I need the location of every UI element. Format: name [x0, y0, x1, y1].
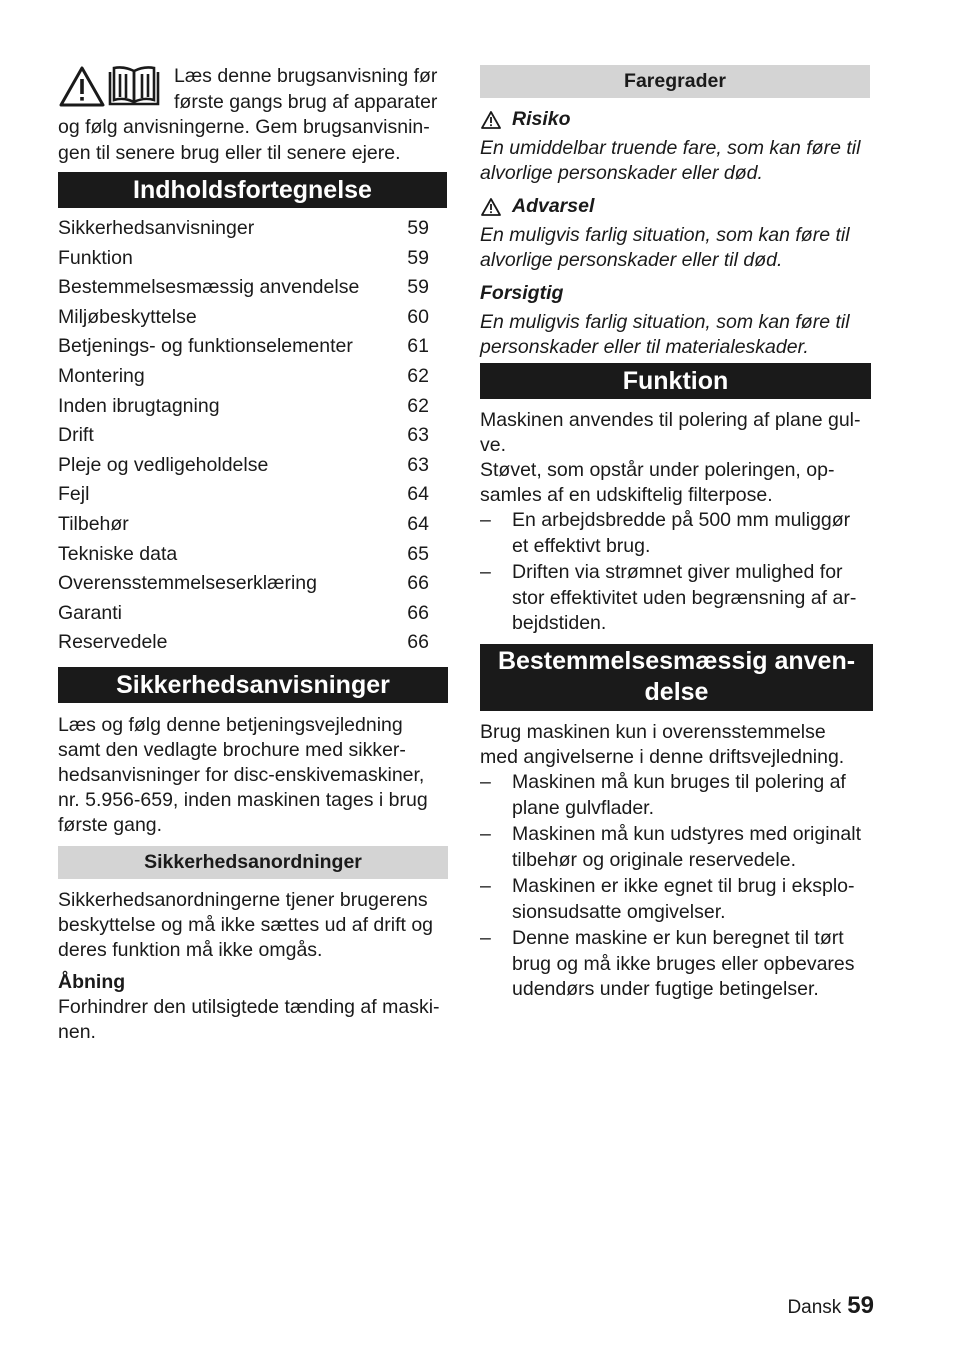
safety-section — [58, 667, 448, 1045]
usage-bullet: – Maskinen må kun udstyres med originalt tilbehør og originale reservedele. — [480, 823, 861, 871]
intro-line-1: Læs denne brugsanvisning før — [174, 65, 438, 87]
usage-text-line: Brug maskinen kun i overensstemmelse — [480, 721, 826, 743]
warning-text-line: En muligvis farlig situation, som kan føre til — [480, 224, 850, 246]
risk-text-line: En umiddelbar truende fare, som kan føre til — [480, 137, 861, 159]
toc-item[interactable]: Miljøbeskyttelse 60 — [58, 305, 429, 328]
risk-heading — [480, 107, 870, 132]
function-text-line: Maskinen anvendes til polering af plane gul- — [480, 409, 861, 431]
caution-text-line: personskader eller til materialeskader. — [480, 336, 809, 358]
page-number: 59 — [847, 1292, 874, 1319]
opening-text-line: nen. — [58, 1021, 96, 1043]
function-text-line: Støvet, som opstår under poleringen, op- — [480, 459, 835, 481]
toc-section — [58, 172, 447, 658]
warning-heading — [480, 194, 870, 219]
warning-triangle-icon — [480, 197, 502, 217]
function-bullet: – En arbejdsbredde på 500 mm muliggør et effektivt brug. — [480, 509, 851, 557]
safety-text-line: samt den vedlagte brochure med sikker- — [58, 739, 406, 761]
devices-text-line: Sikkerhedsanordningerne tjener brugerens — [58, 889, 428, 911]
intro-icons — [58, 64, 172, 114]
toc-item[interactable]: Reservedele 66 — [58, 631, 429, 654]
danger-levels-heading: Faregrader — [480, 65, 870, 98]
toc-item[interactable]: Garanti 66 — [58, 601, 429, 624]
safety-text-line: nr. 5.956-659, inden maskinen tages i brug — [58, 789, 428, 811]
toc-item[interactable]: Funktion 59 — [58, 246, 429, 269]
usage-bullet: – Maskinen er ikke egnet til brug i eksplo- sionsudsatte omgivelser. — [480, 875, 855, 923]
devices-text-line: beskyttelse og må ikke sættes ud af drift og — [58, 914, 434, 936]
intro-line-2: første gangs brug af apparater — [174, 90, 438, 113]
caution-heading: Forsigtig — [480, 282, 564, 304]
warning-book-icon — [58, 64, 172, 110]
function-text-line: samles af en udskiftelig filterpose. — [480, 484, 773, 506]
safety-devices-heading: Sikkerhedsanordninger — [58, 846, 448, 879]
toc-item[interactable]: Overensstemmelseserklæring 66 — [58, 572, 429, 595]
toc-heading: Indholdsfortegnelse — [58, 172, 447, 208]
toc-item[interactable]: Betjenings- og funktionselementer 61 — [58, 335, 429, 358]
warning-triangle-icon — [480, 110, 502, 130]
usage-bullet: – Maskinen må kun bruges til polering af plane gulvflader. — [480, 771, 846, 819]
function-text-line: ve. — [480, 434, 507, 456]
footer-language: Dansk — [787, 1297, 842, 1318]
safety-text-line: hedsanvisninger for disc-enskivemaskiner, — [58, 764, 425, 786]
warning-label: Advarsel — [512, 195, 595, 217]
warning-text-line: alvorlige personskader eller til død. — [480, 249, 783, 271]
risk-text-line: alvorlige personskader eller død. — [480, 162, 763, 184]
toc-item[interactable]: Tekniske data 65 — [58, 542, 429, 565]
opening-heading: Åbning — [58, 971, 126, 993]
risk-label: Risiko — [512, 108, 571, 130]
function-bullet: – Driften via strømnet giver mulighed for stor effektivitet uden begrænsning af ar- bejdstiden. — [480, 561, 857, 634]
toc-item[interactable]: Montering 62 — [58, 364, 429, 387]
toc-item[interactable]: Drift 63 — [58, 424, 429, 447]
function-heading: Funktion — [480, 363, 871, 399]
usage-heading: Bestemmelsesmæssig anven- delse — [480, 644, 873, 711]
caution-text-line: En muligvis farlig situation, som kan føre til — [480, 311, 850, 333]
intro-line-4: gen til senere brug eller til senere ejere. — [58, 141, 401, 164]
devices-text-line: deres funktion må ikke omgås. — [58, 939, 323, 961]
intro-line-3: og følg anvisningerne. Gem brugsanvisnin- — [58, 116, 430, 138]
toc-item[interactable]: Fejl 64 — [58, 483, 429, 506]
toc-item[interactable]: Inden ibrugtagning 62 — [58, 394, 429, 417]
page-footer — [787, 1292, 874, 1320]
usage-section — [480, 644, 873, 1003]
toc-list — [58, 214, 447, 658]
toc-item[interactable]: Pleje og vedligeholdelse 63 — [58, 453, 429, 476]
toc-item[interactable]: Bestemmelsesmæssig anvendelse 59 — [58, 276, 429, 299]
toc-item[interactable]: Sikkerhedsanvisninger 59 — [58, 217, 429, 239]
usage-bullet: – Denne maskine er kun beregnet til tørt brug og må ikke bruges eller opbevares udendørs under fugtige betingelser. — [480, 927, 855, 1000]
danger-section — [480, 65, 870, 360]
function-section — [480, 363, 871, 637]
safety-text-line: første gang. — [58, 814, 163, 836]
toc-item[interactable]: Tilbehør 64 — [58, 512, 429, 535]
safety-heading: Sikkerhedsanvisninger — [58, 667, 448, 703]
intro-block — [58, 64, 452, 166]
safety-text-line: Læs og følg denne betjeningsvejledning — [58, 714, 403, 736]
opening-text-line: Forhindrer den utilsigtede tænding af maski- — [58, 996, 440, 1018]
usage-text-line: med angivelserne i denne driftsvejledning. — [480, 746, 845, 768]
